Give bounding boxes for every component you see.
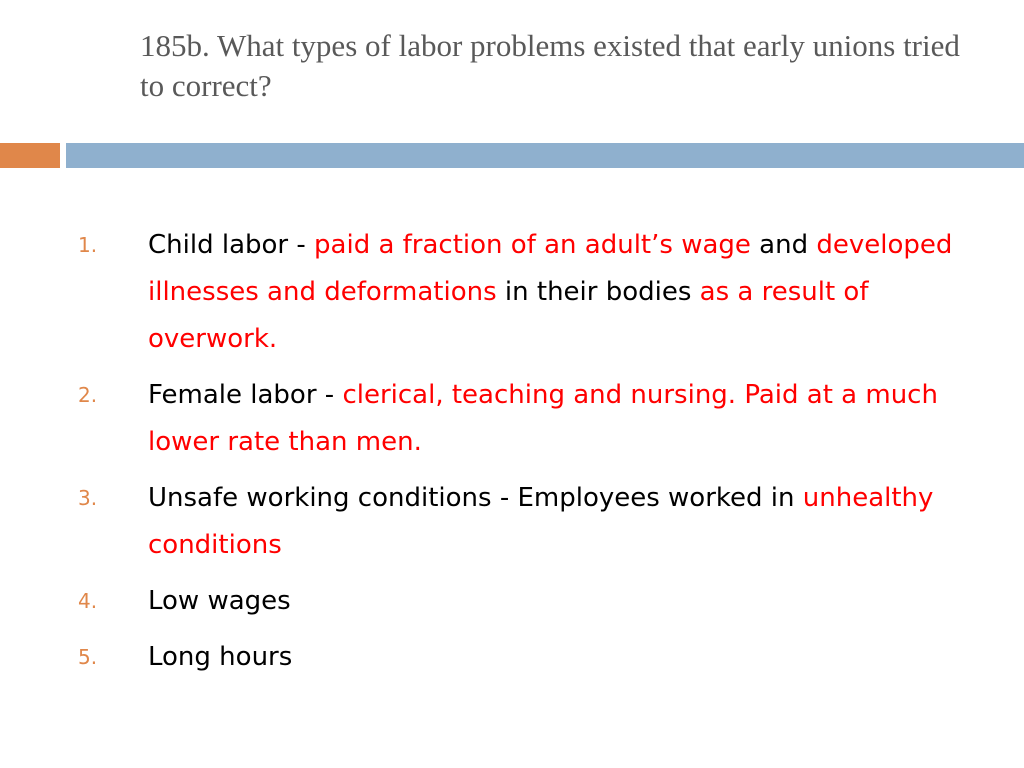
list-number: 5. — [78, 645, 98, 669]
list-number: 4. — [78, 589, 98, 613]
highlight-text: as a result of overwork. — [148, 277, 869, 354]
list-item-low-wages — [78, 578, 978, 625]
list-number: 2. — [78, 383, 98, 407]
item-text: and — [750, 230, 817, 260]
item-text: Female labor - — [148, 380, 343, 410]
list-item-female-labor — [78, 372, 978, 466]
item-text: Long hours — [148, 642, 293, 672]
list-number: 3. — [78, 486, 98, 510]
accent-bar-orange — [0, 143, 60, 168]
accent-bar-blue — [66, 143, 1024, 168]
item-text: Unsafe working conditions - Employees worked in — [148, 483, 803, 513]
numbered-list — [78, 222, 978, 690]
item-text: Child labor - — [148, 230, 315, 260]
slide-title: 185b. What types of labor problems existed that early unions tried to correct? — [140, 28, 960, 103]
list-item-unsafe-conditions — [78, 475, 978, 569]
list-item-long-hours — [78, 634, 978, 681]
highlight-text: paid a fraction of an adult’s wage — [314, 230, 751, 260]
item-text: in their bodies — [496, 277, 700, 307]
list-number: 1. — [78, 233, 98, 257]
highlight-text: unhealthy conditions — [148, 483, 934, 560]
list-item-child-labor — [78, 222, 978, 363]
highlight-text: clerical, teaching and nursing. Paid at a much lower rate than men. — [148, 380, 938, 457]
item-text: Low wages — [148, 586, 291, 616]
highlight-text: developed illnesses and deformations — [148, 230, 953, 307]
